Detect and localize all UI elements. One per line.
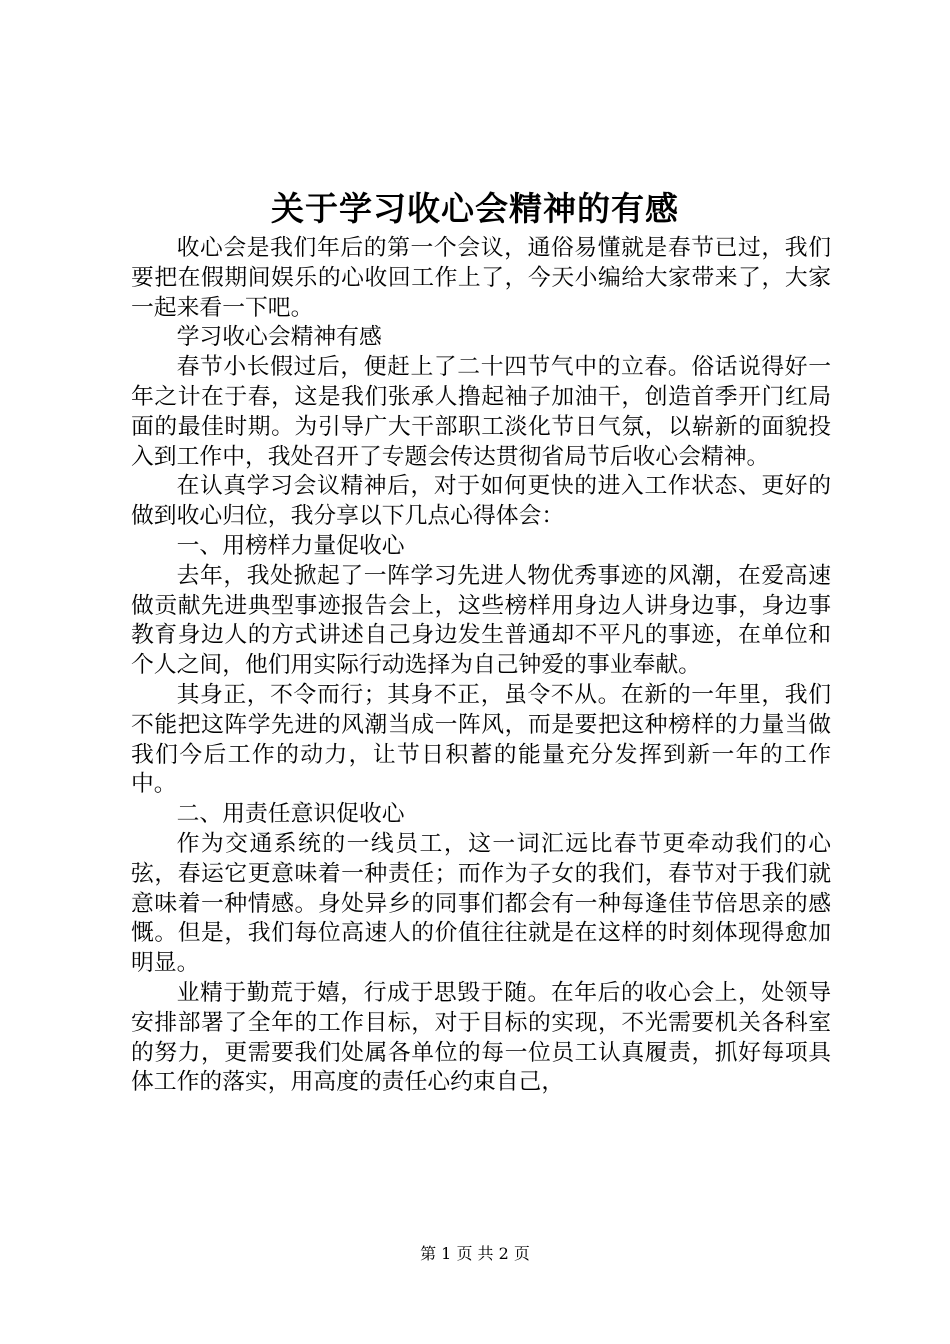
paragraph: 业精于勤荒于嬉，行成于思毁于随。在年后的收心会上，处领导安排部署了全年的工作目标，对于目标的实现，不光需要机关各科室的努力，更需要我们处属各单位的每一位员工认真履责，抓好每项具体工作的落实，用高度的责任心约束自己， [131,979,831,1096]
section-heading-2: 二、用责任意识促收心 [176,801,405,828]
document-title: 关于学习收心会精神的有感 [271,189,679,228]
paragraph: 作为交通系统的一线员工，这一词汇远比春节更牵动我们的心弦，春运它更意味着一种责任；而作为子女的我们，春节对于我们就意味着一种情感。身处异乡的同事们都会有一种每逢佳节倍思亲的感慨。但是，我们每位高速人的价值往往就是在这样的时刻体现得愈加明显。 [131,830,831,977]
paragraph-intro: 收心会是我们年后的第一个会议，通俗易懂就是春节已过，我们要把在假期间娱乐的心收回工作上了，今天小编给大家带来了，大家一起来看一下吧。 [131,235,831,321]
document-body [131,234,831,1098]
paragraph: 在认真学习会议精神后，对于如何更快的进入工作状态、更好的做到收心归位，我分享以下几点心得体会： [131,473,831,530]
paragraph: 春节小长假过后，便赶上了二十四节气中的立春。俗话说得好一年之计在于春，这是我们张承人撸起袖子加油干，创造首季开门红局面的最佳时期。为引导广大干部职工淡化节日气氛，以崭新的面貌投入到工作中，我处召开了专题会传达贯彻省局节后收心会精神。 [131,354,831,470]
page-footer: 第 1 页 共 2 页 [420,1244,530,1263]
paragraph: 去年，我处掀起了一阵学习先进人物优秀事迹的风潮，在爱高速做贡献先进典型事迹报告会上，这些榜样用身边人讲身边事，身边事教育身边人的方式讲述自己身边发生普通却不平凡的事迹，在单位和个人之间，他们用实际行动选择为自己钟爱的事业奉献。 [131,562,831,679]
paragraph: 其身正，不令而行；其身不正，虽令不从。在新的一年里，我们不能把这阵学先进的风潮当成一阵风，而是要把这种榜样的力量当做我们今后工作的动力，让节日积蓄的能量充分发挥到新一年的工作中。 [131,681,831,798]
paragraph-subtitle: 学习收心会精神有感 [176,324,382,351]
section-heading-1: 一、用榜样力量促收心 [176,532,405,559]
